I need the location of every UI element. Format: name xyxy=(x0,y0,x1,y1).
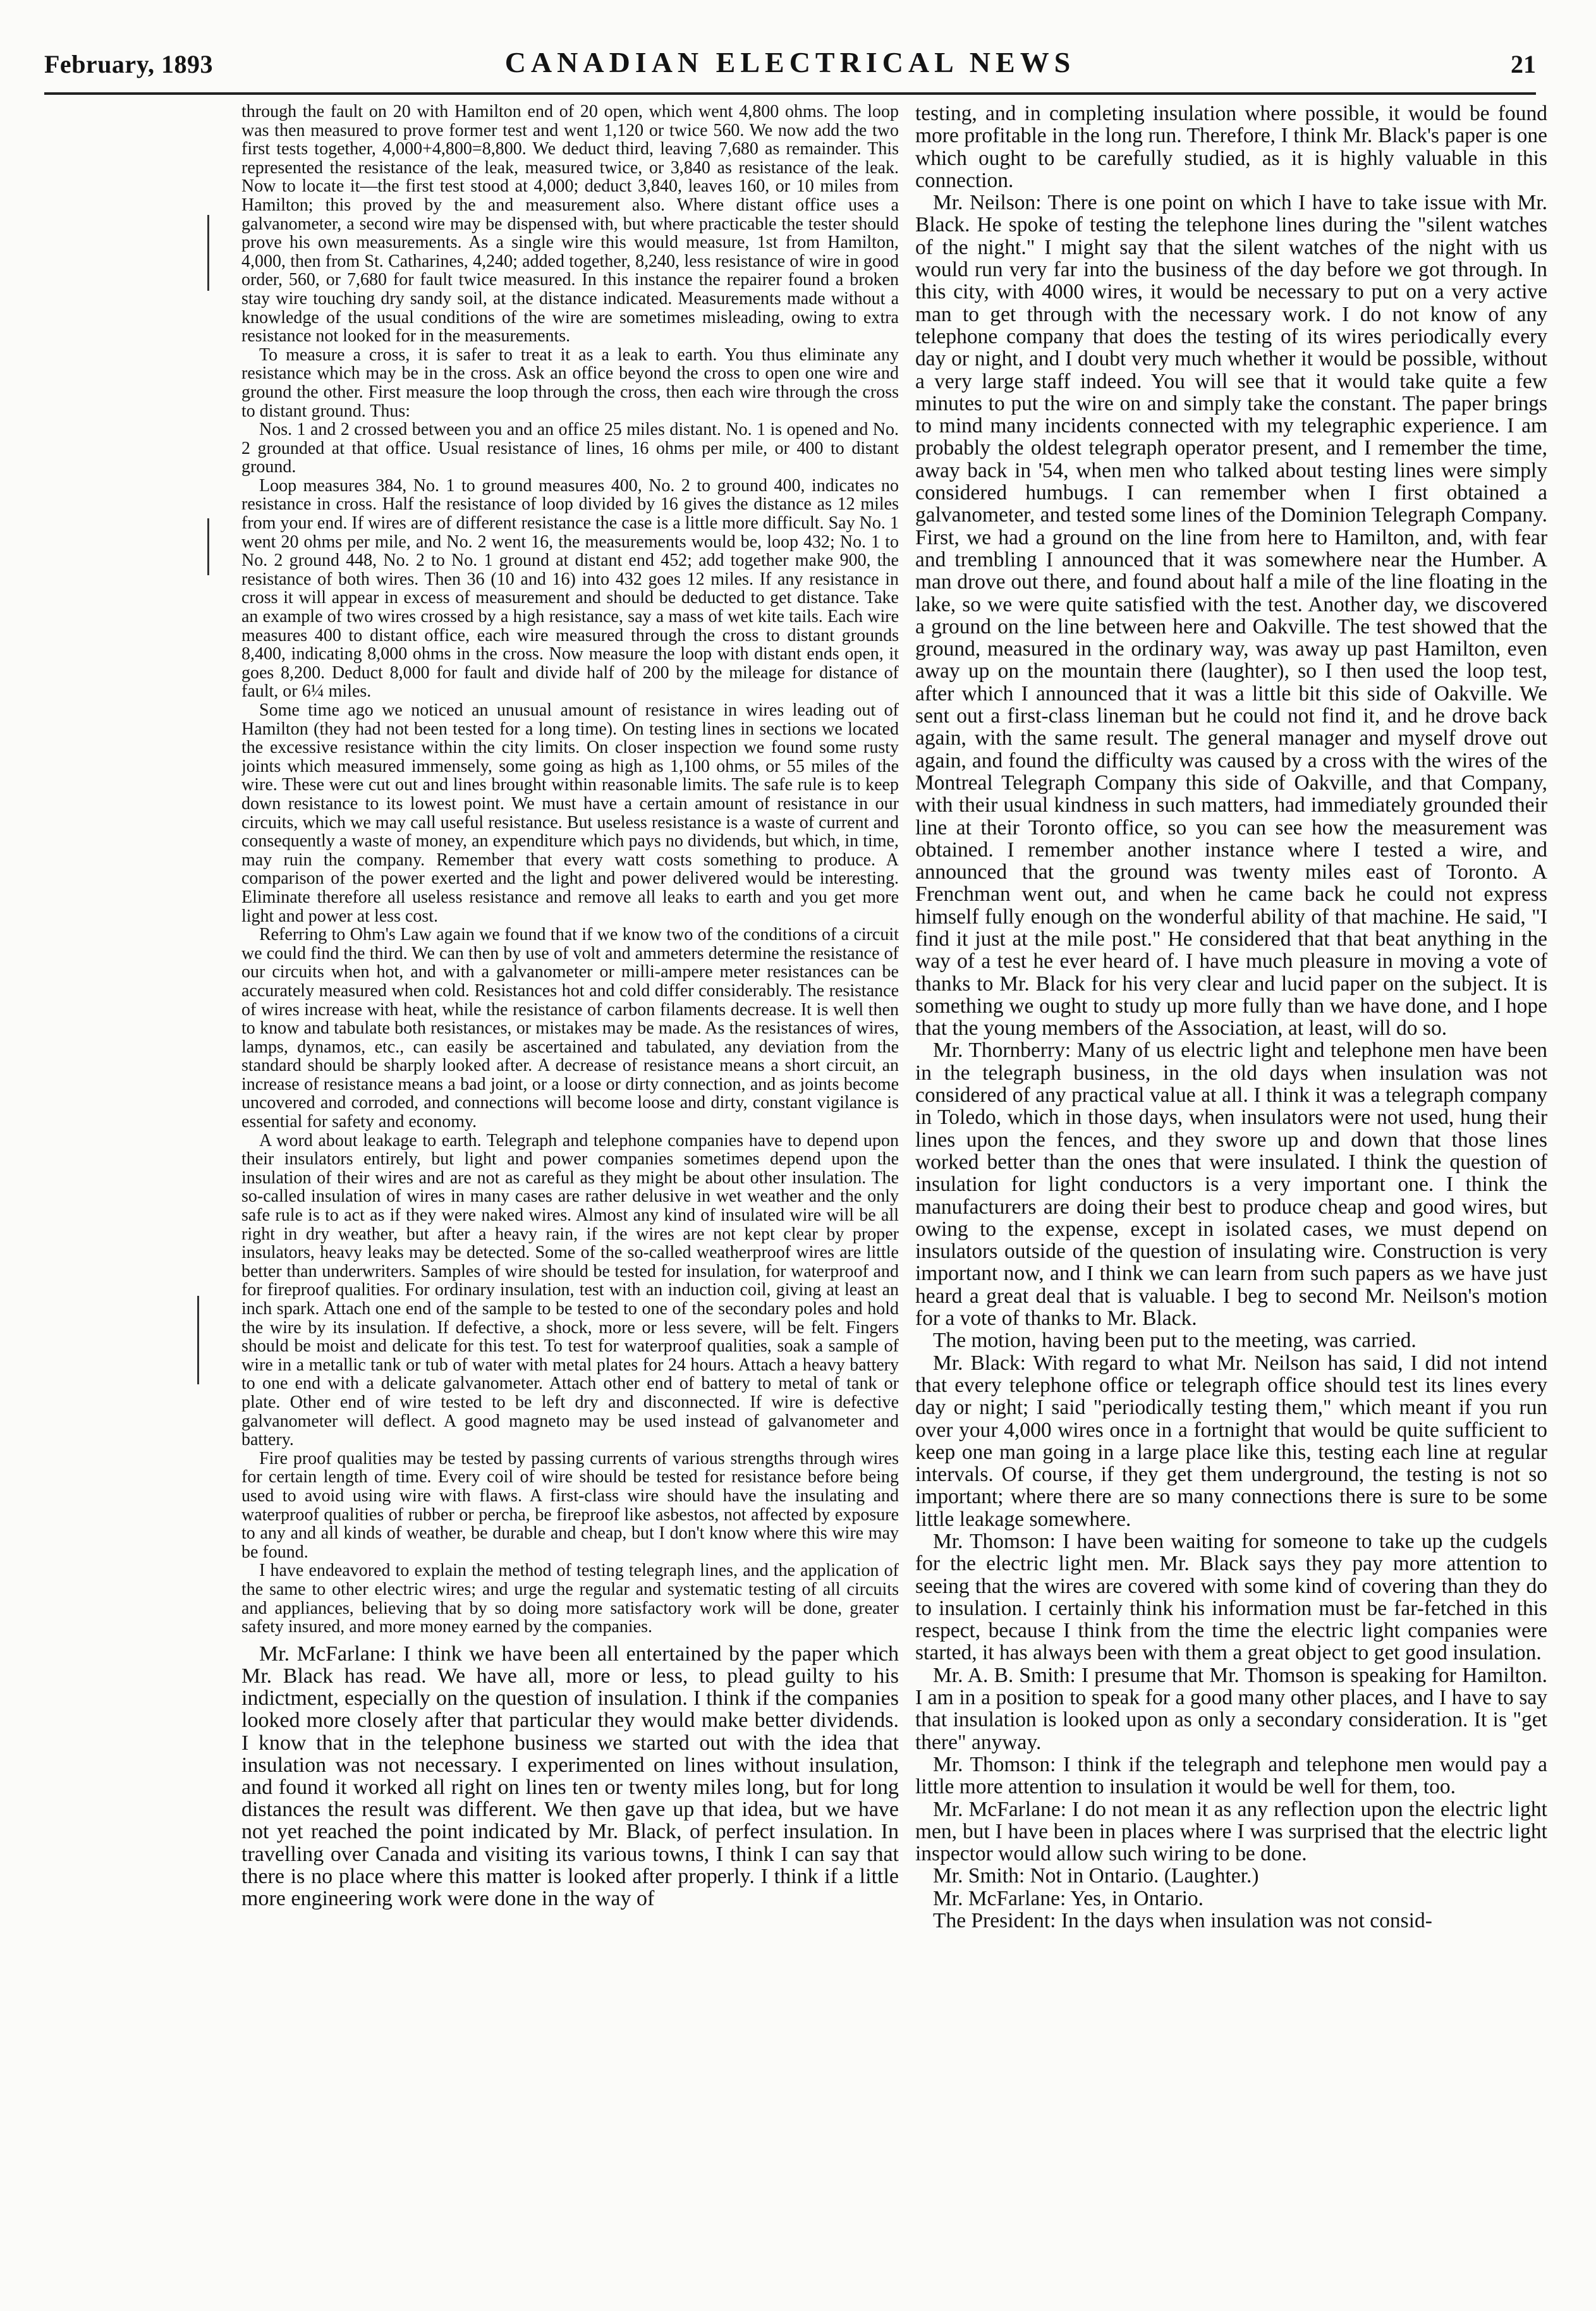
speaker-paragraph: Mr. Black: With regard to what Mr. Neilson has said, I did not intend that every telephone office or telegraph office should test its lines every day or night; I said "periodically testing them," which meant if you run over your 4,000 wires once in a fortnight that would be quite sufficient to keep one man going in a large place like this, testing each line at regular intervals. Of course, if they get them underground, the testing is not so important; where there are so many connections there is sure to be some little leakage somewhere. xyxy=(915,1351,1547,1531)
article-paragraph: To measure a cross, it is safer to treat it as a leak to earth. You thus eliminate any resistance which may be in the cross. Ask an office beyond the cross to open one wire and ground the other. First measure the loop through the cross, then each wire through the cross to distant ground. Thus: xyxy=(241,345,899,421)
page-number: 21 xyxy=(1511,50,1536,78)
speaker-paragraph: The motion, having been put to the meeting, was carried. xyxy=(933,1329,1416,1353)
article-paragraph: Loop measures 384, No. 1 to ground measures 400, No. 2 to ground 400, indicates no resistance in cross. Half the resistance of loop divided by 16 gives the distance as 12 miles from your end. If wires are of different resistance the case is a little more difficult. Say No. 1 went 20 ohms per mile, and No. 2 went 16, the measurements would be, loop 432; No. 1 to No. 2 ground 448, No. 2 to No. 1 ground at distant end 452; add together make 900, the resistance of both wires. Then 36 (10 and 16) into 432 goes 12 miles. If any resistance in cross it will appear in excess of measurement and should be deducted to get distance. Take an example of two wires crossed by a high resistance, say a mass of wet kite tails. Each wire measures 400 to distant office, each wire measured through the cross to distant grounds 8,400, indicating 8,000 ohms in the cross. Now measure the loop with distant ends open, it goes 8,200. Deduct 8,000 for fault and divide half of 200 by the mileage for distance of fault, or 6¼ miles. xyxy=(241,475,899,702)
article-paragraph: Fire proof qualities may be tested by passing currents of various strengths through wires for certain length of time. Every coil of wire should be tested for resistance before being used to avoid using wire with flaws. A first-class wire should have the insulating and waterproof qualities of rubber or percha, be fireproof like asbestos, not affected by exposure to any and all kinds of weather, be durable and cheap, but I don't know where this wire may be found. xyxy=(241,1448,899,1562)
speaker-paragraph: The President: In the days when insulation was not consid- xyxy=(933,1909,1432,1933)
article-paragraph: A word about leakage to earth. Telegraph and telephone companies have to depend upon their insulators entirely, but light and power companies sometimes depend upon the insulation of their wires and are not as careful as they might be about other insulation. The so-called insulation of wires in many cases are rather delusive in wet weather and the only safe rule is to act as if they were naked wires. Almost any kind of insulated wire will be all right in dry weather, but after a heavy rain, if the wires are not kept clear by proper insulators, heavy leaks may be detected. Some of the so-called weatherproof wires are little better than underwriters. Samples of wire should be tested for insulation, for waterproof and for fireproof qualities. For ordinary insulation, test with an induction coil, giving at least an inch spark. Attach one end of the sample to be tested to one of the secondary poles and hold the wire by its insulation. If defective, a shock, more or less severe, will be felt. Fingers should be moist and delicate for this test. To test for waterproof qualities, soak a sample of wire in a metallic tank or tub of water with metal plates for 24 hours. Attach a heavy battery to one end with a delicate galvanometer. Attach other end of battery to metal of tank or plate. Other end of wire tested to be left dry and disconnected. If wire is defective galvanometer will deflect. A good magneto may be used instead of galvanometer and battery. xyxy=(241,1130,899,1450)
speaker-paragraph: Mr. Smith: Not in Ontario. (Laughter.) xyxy=(933,1864,1259,1888)
article-paragraph: I have endeavored to explain the method of testing telegraph lines, and the application of the same to other electric wires; and urge the regular and systematic testing of all circuits and appliances, believing that by so doing more satisfactory work will be done, greater safety insured, and more money earned by the companies. xyxy=(241,1561,899,1637)
speaker-paragraph: Mr. Thomson: I think if the telegraph and telephone men would pay a little more attention to insulation it would be well for them, too. xyxy=(915,1752,1547,1799)
article-paragraph: through the fault on 20 with Hamilton end of 20 open, which went 4,800 ohms. The loop was then measured to prove former test and went 1,120 or twice 560. We now add the two first tests together, 4,000+4,800=8,800. We deduct third, leaving 7,680 as remainder. This represented the resistance of the leak, measured twice, or 3,840 as resistance of the leak. Now to locate it—the first test stood at 4,000; deduct 3,840, leaves 160, or 10 miles from Hamilton; this proved by the and measurement also. Where distant office uses a galvanometer, a second wire may be dispensed with, but where practicable the tester should prove his own measurements. As a single wire this would measure, 1st from Hamilton, 4,000, then from St. Catharines, 4,240; added together, 8,240, less resistance of wire in good order, 560, or 7,680 for fault twice measured. In this instance the repairer found a broken stay wire touching dry sandy soil, at the distance indicated. Measurements made without a knowledge of the usual conditions of the wire are sometimes misleading, owing to extra resistance not looked for in the measurements. xyxy=(241,102,899,346)
margin-mark xyxy=(207,215,209,291)
article-paragraph: Some time ago we noticed an unusual amount of resistance in wires leading out of Hamilton (they had not been tested for a long time). On testing lines in sections we located the excessive resistance within the city limits. On closer inspection we found some rusty joints which measured immensely, some going as high as 1,100 ohms, or 55 miles of the wire. These were cut out and lines brought within reasonable limits. The safe rule is to keep down resistance to its lowest point. We must have a certain amount of resistance in our circuits, which we may call useful resistance. But useless resistance is a waste of current and consequently a waste of money, an expenditure which pays no dividends, but which, in time, may ruin the company. Remember that every watt costs something to produce. A comparison of the power exerted and the light and power delivered would be interesting. Eliminate therefore all useless resistance and remove all leaks to earth and you get more light and power at less cost. xyxy=(241,700,899,926)
speaker-paragraph: Mr. McFarlane: I think we have been all entertained by the paper which Mr. Black has read. We have all, more or less, to plead guilty to his indictment, especially on the question of insulation. I think if the companies looked more closely after that particular they would make better dividends. I know that in the telephone business we started out with the idea that insulation was not necessary. I experimented on lines without insulation, and found it worked all right on lines ten or twenty miles long, but for long distances the result was different. We then gave up that idea, but we have not yet reached the point indicated by Mr. Black, of perfect insulation. In travelling over Canada and visiting its various towns, I think I can say that there is no place where this matter is looked after properly. I think if a little more engineering work were done in the way of xyxy=(241,1642,899,1910)
margin-mark xyxy=(207,518,209,575)
speaker-paragraph: Mr. Neilson: There is one point on which I have to take issue with Mr. Black. He spoke of testing the telephone lines during the "silent watches of the night." I might say that the silent watches of the night with us would run very far into the business of the day before we got through. In this city, with 4000 wires, it would be necessary to put on a very active man to get through with the necessary work. I do not know of any telephone company that does the testing of its wires periodically every day or night, and I doubt very much whether it would be possible, without a very large staff indeed. You will see that it would take quite a few minutes to put the wire on and simply take the constant. The paper brings to mind many incidents connected with my telegraphic experience. I am probably the oldest telegraph operator present, and I remember the time, away back in '54, when men who talked about testing lines were simply considered humbugs. I can remember when I first obtained a galvanometer, and tested some lines of the Dominion Telegraph Company. First, we had a ground on the line from here to Hamilton, and, with fear and trembling I announced that it was somewhere near the Humber. A man drove out there, and found about half a mile of the line floating in the lake, so we were quite satisfied with the test. Another day, we discovered a ground on the line between here and Oakville. The test showed that the ground, measured in the ordinary way, was away up past Hamilton, even away up on the mountain there (laughter), so I then used the loop test, after which I announced that it was a little bit this side of Oakville. We sent out a first-class lineman but he could not find it, and he drove back again, with the same result. The general manager and myself drove out again, and found the difficulty was caused by a cross with the wires of the Montreal Telegraph Company this side of Oakville, and that Company, with their usual kindness in such matters, had immediately grounded their line at their Toronto office, so you can see how the measurement was obtained. I remember another instance where I tested a wire, and announced that the ground was twenty miles east of Toronto. A Frenchman went out, and when he came back he could not express himself fully enough on the wonderful ability of that machine. He said, "I find it just at the mile post." He considered that that beat anything in the way of a test he ever heard of. I have much pleasure in moving a vote of thanks to Mr. Black for his very clear and lucid paper on the subject. It is something we ought to study up more fully than we have done, and I hope that the young members of the Association, at least, will do so. xyxy=(915,191,1547,1040)
speaker-paragraph: testing, and in completing insulation where possible, it would be found more profitable in the long run. Therefore, I think Mr. Black's paper is one which ought to be carefully studied, as it is highly valuable in this connection. xyxy=(915,102,1547,192)
margin-mark xyxy=(197,1296,199,1384)
page-header xyxy=(44,46,1536,91)
speaker-paragraph: Mr. Thornberry: Many of us electric light and telephone men have been in the telegraph business, in the old days when insulation was not considered of any practical value at all. I think it was a telegraph company in Toledo, which in those days, when insulators were not used, hung their lines upon the fences, and they swore up and down that those lines worked better than the ones that were insulated. I think the question of insulation for light conductors is a very important one. I think the manufacturers are doing their best to produce cheap and good wires, but owing to the expense, except in isolated cases, we must depend on insulators outside of the question of insulating wire. Construction is very important now, and I think we can learn from such papers as we have just heard a great deal that is valuable. I beg to second Mr. Neilson's motion for a vote of thanks to Mr. Black. xyxy=(915,1039,1547,1331)
header-rule xyxy=(44,92,1536,95)
speaker-paragraph: Mr. McFarlane: I do not mean it as any reflection upon the electric light men, but I have been in places where I was surprised that the electric light inspector would allow such wiring to be done. xyxy=(915,1797,1547,1866)
issue-date: February, 1893 xyxy=(44,50,213,78)
publication-title: CANADIAN ELECTRICAL NEWS xyxy=(504,46,1076,78)
speaker-paragraph: Mr. A. B. Smith: I presume that Mr. Thomson is speaking for Hamilton. I am in a position to speak for a good many other places, and I have to say that insulation is looked upon as only a secondary consideration. It is "get there" anyway. xyxy=(915,1663,1547,1754)
left-column xyxy=(241,102,899,2296)
right-column xyxy=(915,102,1547,2296)
article-paragraph: Referring to Ohm's Law again we found that if we know two of the conditions of a circuit we could find the third. We can then by use of volt and ammeters determine the resistance of our circuits when hot, and with a galvanometer or milli-ampere meter resistances can be accurately measured when cold. Resistances hot and cold differ considerably. The resistance of wires increase with heat, while the resistance of carbon filaments decrease. It is well then to know and tabulate both resistances, or mistakes may be made. As the resistances of wires, lamps, dynamos, etc., can easily be ascertained and tabulated, any deviation from the standard should be sharply looked after. A decrease of resistance means a short circuit, an increase of resistance means a bad joint, or a loose or dirty connection, and as joints become uncovered and corroded, and connections will become loose and dirty, constant vigilance is essential for safety and economy. xyxy=(241,925,899,1132)
discussion-body xyxy=(241,1643,899,1910)
article-paragraph: Nos. 1 and 2 crossed between you and an office 25 miles distant. No. 1 is opened and No. 2 grounded at that office. Usual resistance of lines, 16 ohms per mile, or 400 to distant ground. xyxy=(241,420,899,477)
speaker-paragraph: Mr. McFarlane: Yes, in Ontario. xyxy=(933,1886,1204,1910)
speaker-paragraph: Mr. Thomson: I have been waiting for someone to take up the cudgels for the electric light men. Mr. Black says they pay more attention to seeing that the wires are covered with some kind of covering than they do to insulation. I certainly think his information must be far-fetched in this respect, because I think from the time the electric light companies were started, it has always been with them a great object to get good insulation. xyxy=(915,1530,1547,1665)
article-body-small-type xyxy=(241,102,899,1637)
